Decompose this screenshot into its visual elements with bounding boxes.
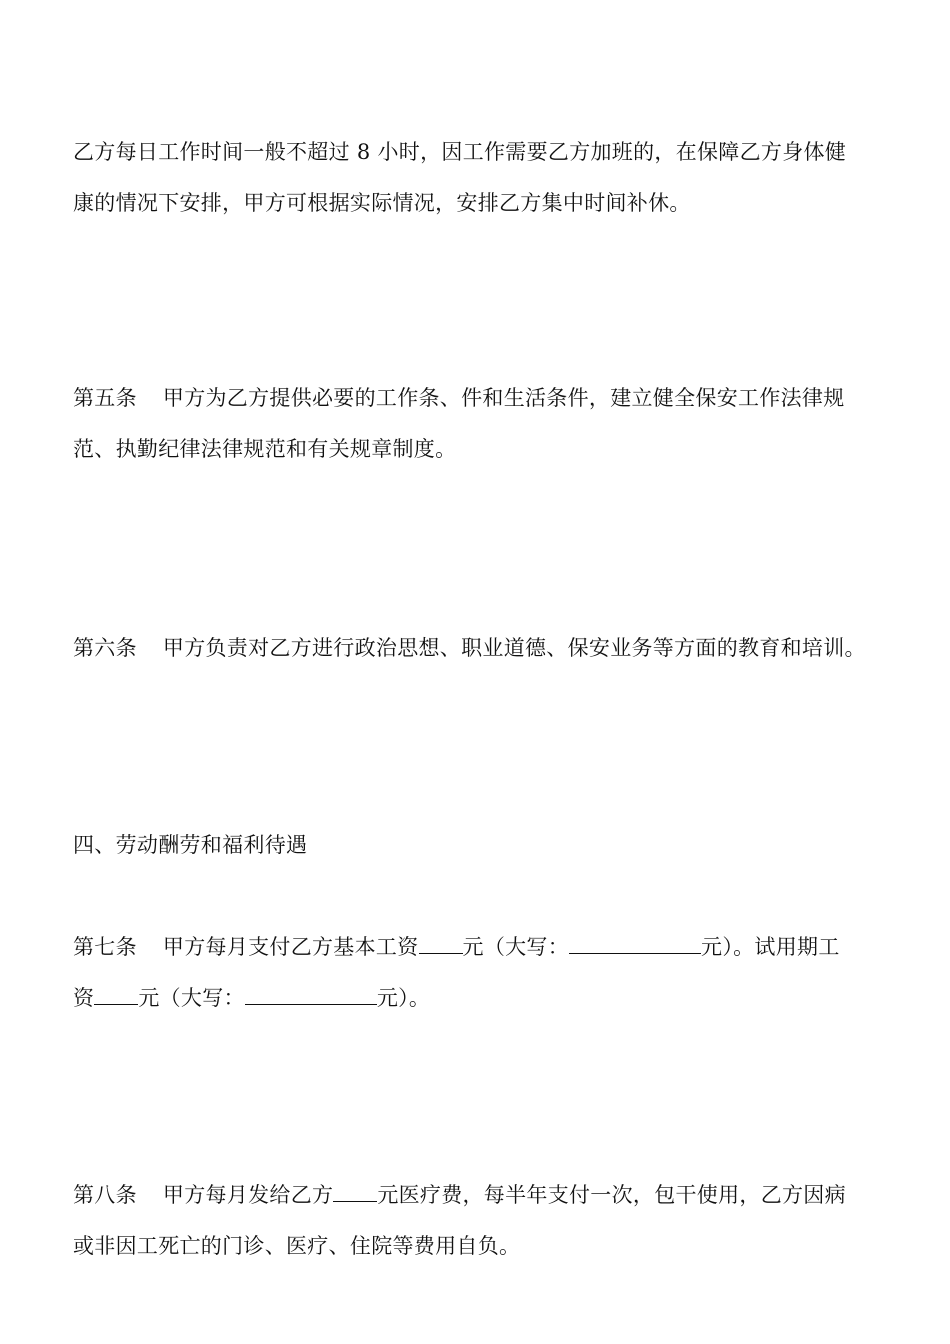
article-text: 元（大写： <box>138 986 245 1010</box>
text-line <box>73 373 888 424</box>
article-label: 第八条 <box>73 1183 137 1207</box>
section-heading-4 <box>73 820 888 871</box>
text-line: 乙方每日工作时间一般不超过 8 小时，因工作需要乙方加班的，在保障乙方身体健 <box>73 140 847 164</box>
article-text: 元）。试用期工 <box>701 935 840 959</box>
article-text: 甲方每月支付乙方基本工资 <box>162 935 419 959</box>
text-line <box>73 1170 888 1221</box>
blank-field <box>245 986 377 1005</box>
text-line: 康的情况下安排，甲方可根据实际情况，安排乙方集中时间补休。 <box>73 191 691 215</box>
blank-field <box>333 1183 377 1202</box>
article-text: 甲方为乙方提供必要的工作条、件和生活条件，建立健全保安工作法律规 <box>162 386 845 410</box>
section-title: 四、劳动酬劳和福利待遇 <box>73 833 308 857</box>
text-line <box>73 973 888 1024</box>
article-label: 第六条 <box>73 636 137 660</box>
article-text: 甲方每月发给乙方 <box>162 1183 334 1207</box>
blank-field <box>94 986 138 1005</box>
article-text: 元医疗费，每半年支付一次，包干使用，乙方因病 <box>377 1183 846 1207</box>
paragraph-working-hours <box>73 127 888 229</box>
text-line <box>73 922 888 973</box>
article-label: 第五条 <box>73 386 137 410</box>
article-text: 资 <box>73 986 95 1010</box>
blank-field <box>569 935 701 954</box>
article-5 <box>73 373 888 475</box>
blank-field <box>419 935 463 954</box>
text-line: 或非因工死亡的门诊、医疗、住院等费用自负。 <box>73 1234 521 1258</box>
text-line <box>73 623 888 674</box>
article-text: 元）。 <box>376 986 431 1010</box>
article-6 <box>73 623 888 674</box>
article-label: 第七条 <box>73 935 137 959</box>
text-line: 范、执勤纪律法律规范和有关规章制度。 <box>73 437 457 461</box>
article-text: 元（大写： <box>462 935 570 959</box>
article-7 <box>73 922 888 1024</box>
article-8 <box>73 1170 888 1272</box>
article-text: 甲方负责对乙方进行政治思想、职业道德、保安业务等方面的教育和培训。 <box>162 636 866 660</box>
